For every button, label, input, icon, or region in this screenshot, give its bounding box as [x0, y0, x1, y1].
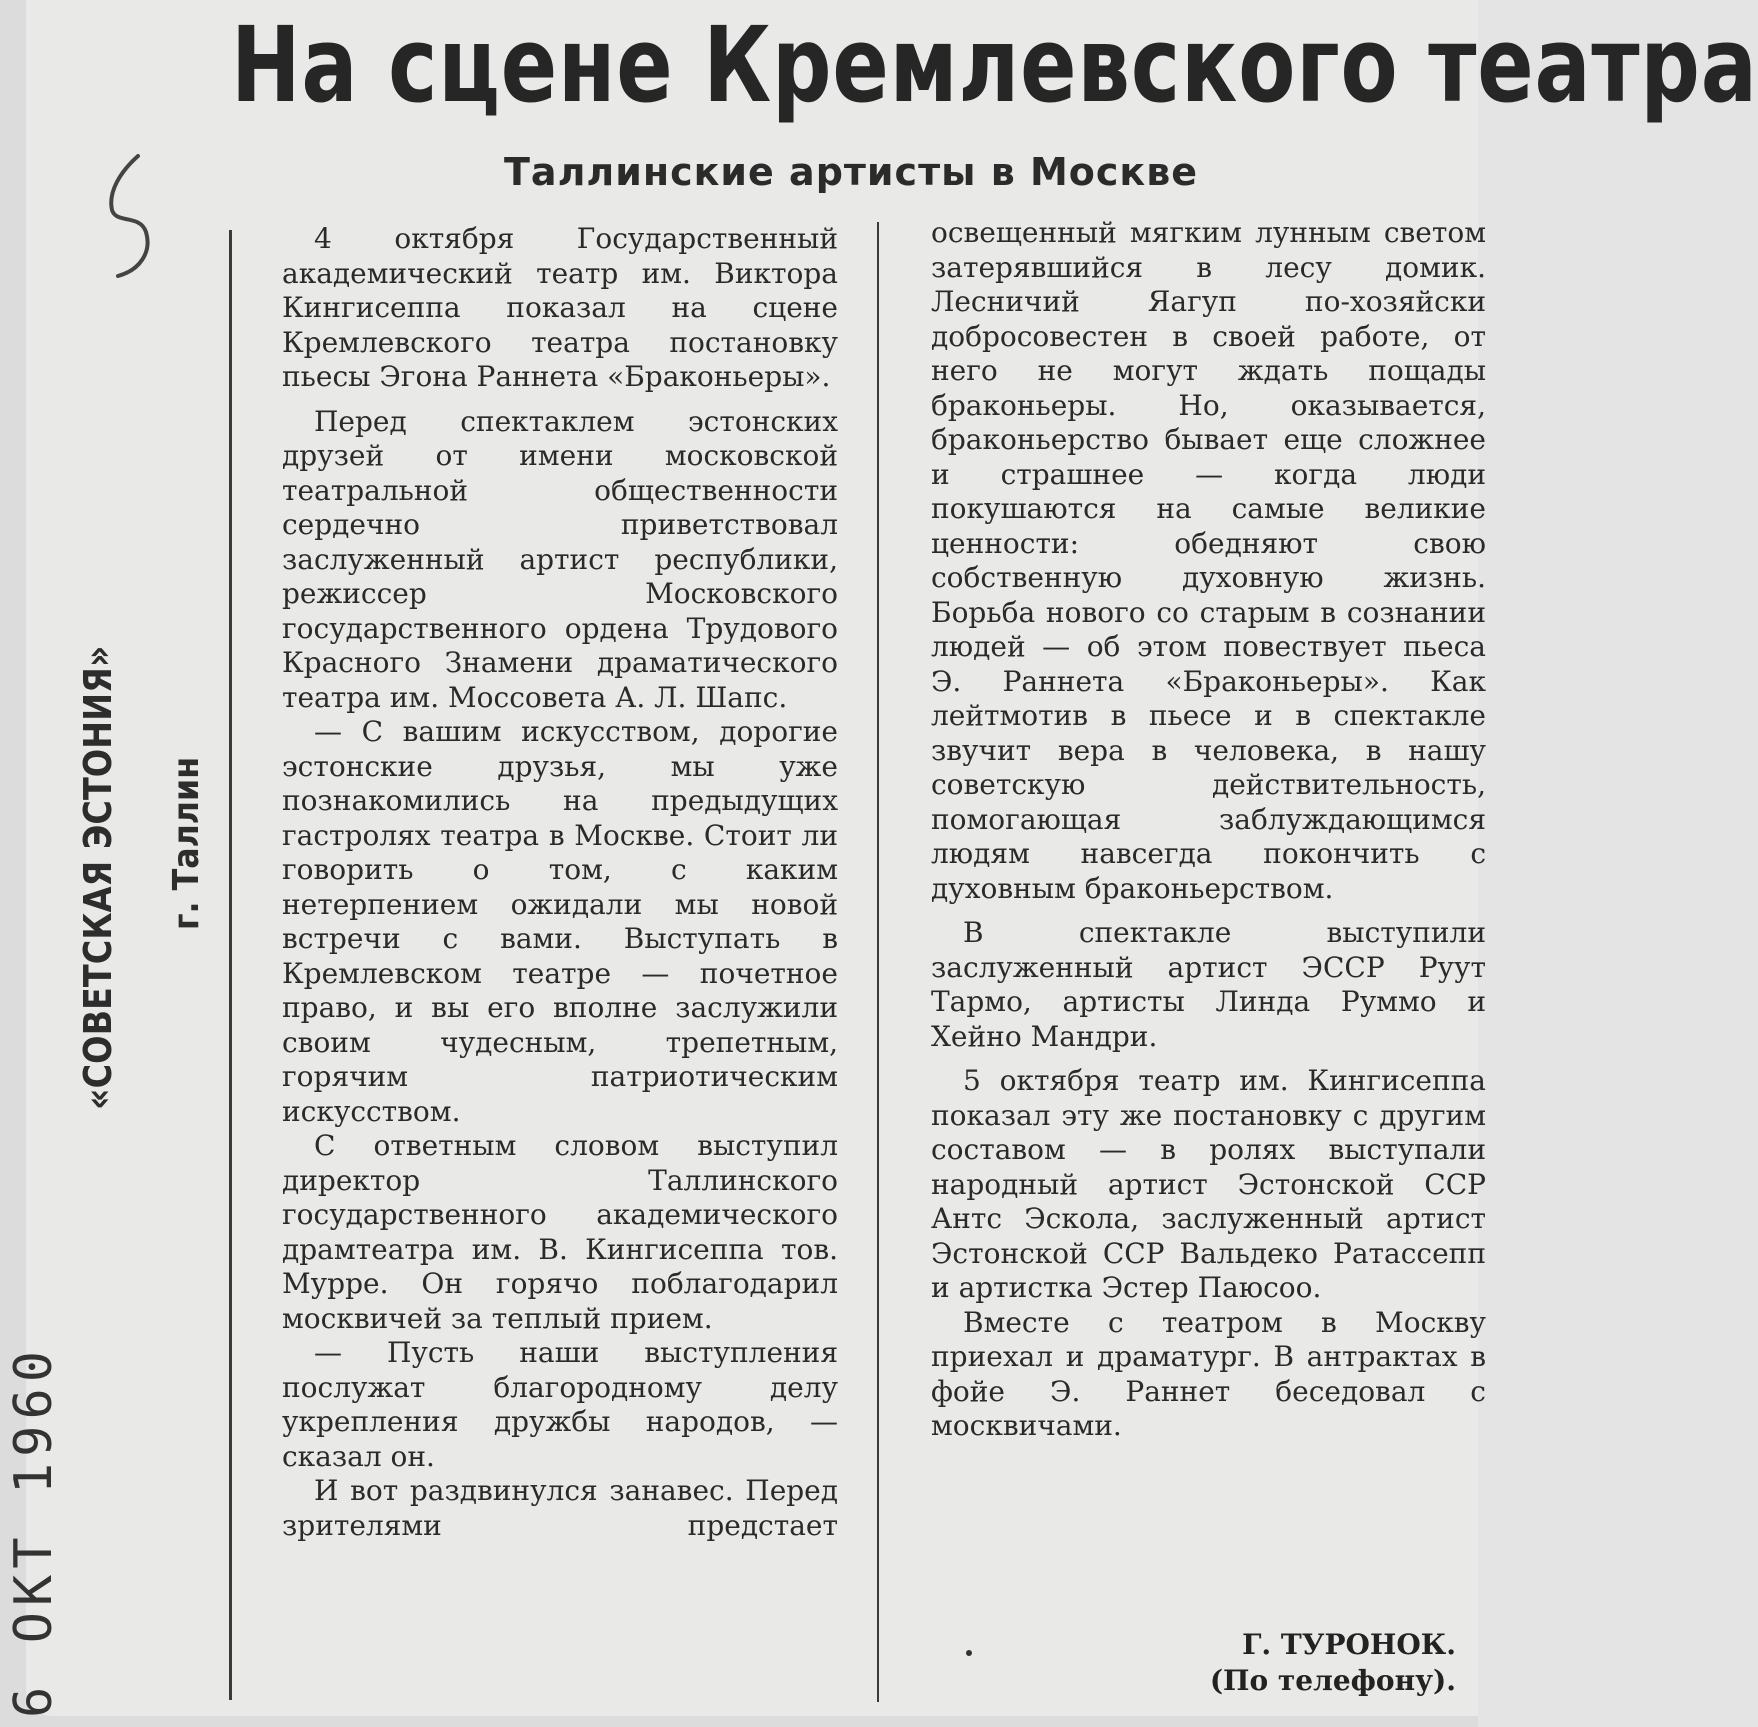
paragraph: — С вашим искусством, дорогие эстонские друзья, мы уже познакомились на предыдущих гастролях театра в Москве. Стоит ли говорить о том, с каким нетерпением ожидали мы новой встречи с вами. Выступать в Кремлевском театре — почетное право, и вы его вполне заслужили своим чудесным, трепетным, горячим патриотическим искусством. [282, 715, 838, 1128]
byline [1210, 1627, 1456, 1699]
handwritten-mark [100, 152, 160, 282]
paragraph: освещенный мягким лунным светом затерявшийся в лесу домик. Лесничий Яагуп по-хозяйски добросовестен в своей работе, от него не могут ждать пощады браконьеры. Но, оказывается, браконьерство бывает еще сложнее и страшнее — когда люди покушаются на самые великие ценности: обедняют свою собственную духовную жизнь. Борьба нового со старым в сознании людей — об этом повествует пьеса Э. Раннета «Браконьеры». Как лейтмотив в пьесе и в спектакле звучит вера в человека, в нашу советскую действительность, помогающая заблуждающимся людям навсегда покончить с духовным браконьерством. [931, 216, 1486, 905]
paragraph: 5 октября театр им. Кингисеппа показал эту же постановку с другим составом — в ролях выступали народный артист Эстонской ССР Антс Эскола, заслуженный артист Эстонской ССР Вальдеко Ратассепп и артистка Эстер Паюсоо. [931, 1064, 1486, 1304]
article-column-left [282, 222, 838, 1543]
paragraph: 4 октября Государственный академический театр им. Виктора Кингисеппа показал на сцене Кремлевского театра постановку пьесы Эгона Раннета «Браконьеры». [282, 222, 838, 393]
author-name: Г. ТУРОНОК. [1242, 1628, 1456, 1661]
paragraph: И вот раздвинулся занавес. Перед зрителями предстает [282, 1474, 838, 1542]
ink-dot [966, 1650, 972, 1656]
author-note: (По телефону). [1209, 1664, 1456, 1697]
paragraph: В спектакле выступили заслуженный артист ЭССР Руут Тармо, артисты Линда Руммо и Хейно Мандри. [931, 916, 1486, 1053]
newspaper-clipping [26, 0, 1758, 1716]
newspaper-source: «СОВЕТСКАЯ ЭСТОНИЯ» [76, 645, 120, 1110]
article-column-right [931, 216, 1486, 1444]
paragraph: Перед спектаклем эстонских друзей от имени московской театральной общественности сердечно приветствовал заслуженный артист республики, режиссер Московского государственного ордена Трудового Красного Знамени драматического театра им. Моссовета А. Л. Шапс. [282, 404, 838, 714]
paragraph: — Пусть наши выступления послужат благородному делу укрепления дружбы народов, — сказал он. [282, 1336, 838, 1473]
newspaper-city: г. Таллин [166, 756, 207, 930]
headline: На сцене Кремлевского театра [231, 4, 1758, 126]
subtitle: Таллинские артисты в Москве [504, 150, 1199, 194]
date-stamp: 6 ОКТ 1960 [4, 1344, 64, 1718]
column-rule-middle [877, 222, 879, 1702]
paragraph: С ответным словом выступил директор Таллинского государственного академического драмтеатра им. В. Кингисеппа тов. Мурре. Он горячо поблагодарил москвичей за теплый прием. [282, 1129, 838, 1335]
column-rule-left [229, 230, 232, 1700]
paragraph: Вместе с театром в Москву приехал и драматург. В антрактах в фойе Э. Раннет беседовал с москвичами. [931, 1305, 1486, 1442]
